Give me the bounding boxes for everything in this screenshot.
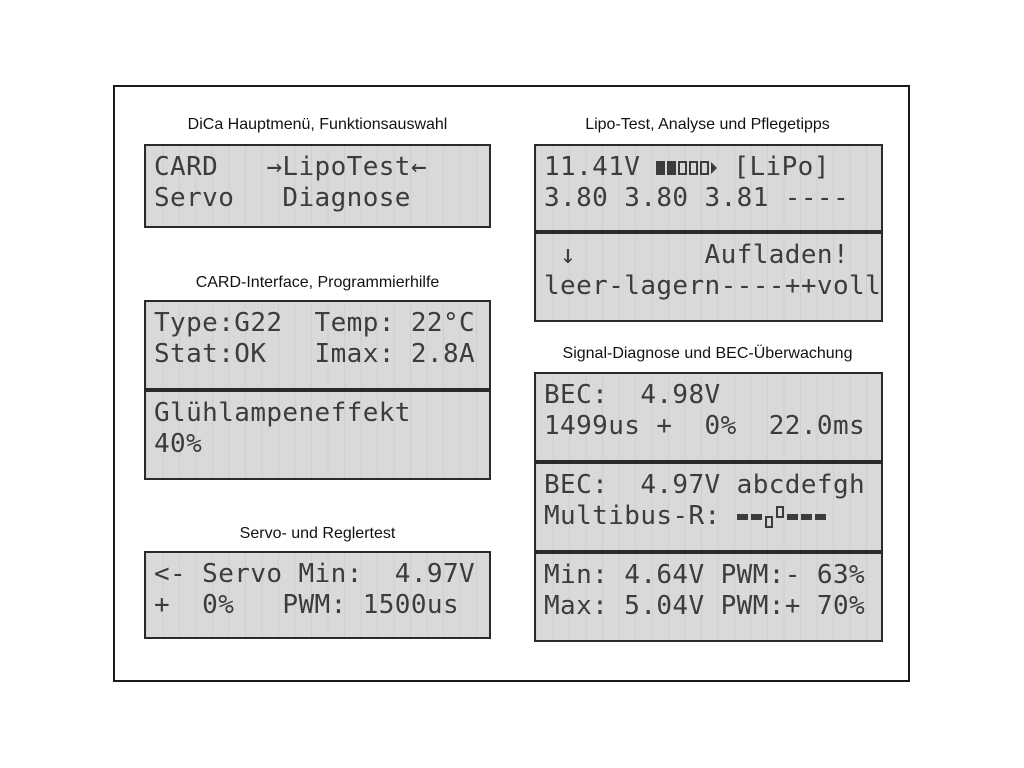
signal-display-3-row-1: Min: 4.64V PWM:- 63%	[544, 560, 866, 590]
lipo-voltage: 11.41V	[544, 152, 657, 182]
card-caption: CARD-Interface, Programmierhilfe	[195, 274, 440, 291]
battery-cell	[700, 161, 709, 175]
main-menu-row-1: CARD →LipoTest←	[154, 152, 427, 182]
lipo-caption: Lipo-Test, Analyse und Pflegetipps	[585, 116, 830, 133]
servo-row-1: <- Servo Min: 4.97V	[154, 559, 476, 589]
lipo-display-1-row-2: 3.80 3.80 3.81 ----	[544, 183, 850, 213]
signal-display-1-row-2: 1499us + 0% 22.0ms	[544, 411, 866, 441]
lipo-display-1-row-1	[544, 152, 875, 182]
signal-display-3-row-2: Max: 5.04V PWM:+ 70%	[544, 591, 866, 621]
battery-cell	[678, 161, 687, 175]
lipo-type: [LiPo]	[717, 152, 830, 182]
multibus-label: Multibus-R:	[544, 501, 737, 531]
card-display-2-row-2: 40%	[154, 429, 203, 459]
servo-row-2: + 0% PWM: 1500us	[154, 590, 460, 620]
battery-level-icon	[656, 153, 717, 183]
servo-caption: Servo- und Reglertest	[239, 525, 396, 542]
lipo-display-2	[534, 232, 883, 322]
lipo-display-1	[534, 144, 883, 232]
main-menu-row-2: Servo Diagnose	[154, 183, 411, 213]
lipo-display-2-row-2: leer-lagern----++voll	[544, 271, 882, 301]
multibus-channel-icon	[737, 502, 829, 532]
signal-caption: Signal-Diagnose und BEC-Überwachung	[562, 345, 853, 362]
battery-cell	[667, 161, 676, 175]
signal-display-2	[534, 462, 883, 552]
card-display-1-row-1: Type:G22 Temp: 22°C	[154, 308, 476, 338]
battery-cell	[656, 161, 665, 175]
main-menu-caption: DiCa Hauptmenü, Funktionsauswahl	[187, 116, 448, 133]
signal-display-2-row-1: BEC: 4.97V abcdefgh	[544, 470, 866, 500]
signal-display-3	[534, 552, 883, 642]
card-display-2	[144, 390, 491, 480]
main-menu-display	[144, 144, 491, 228]
servo-display	[144, 551, 491, 639]
signal-display-1	[534, 372, 883, 462]
card-display-1	[144, 300, 491, 390]
card-display-1-row-2: Stat:OK Imax: 2.8A	[154, 339, 476, 369]
signal-display-2-row-2	[544, 501, 875, 531]
lipo-display-2-row-1: ↓ Aufladen!	[544, 240, 850, 270]
battery-cell	[689, 161, 698, 175]
signal-display-1-row-1: BEC: 4.98V	[544, 380, 721, 410]
card-display-2-row-1: Glühlampeneffekt	[154, 398, 411, 428]
